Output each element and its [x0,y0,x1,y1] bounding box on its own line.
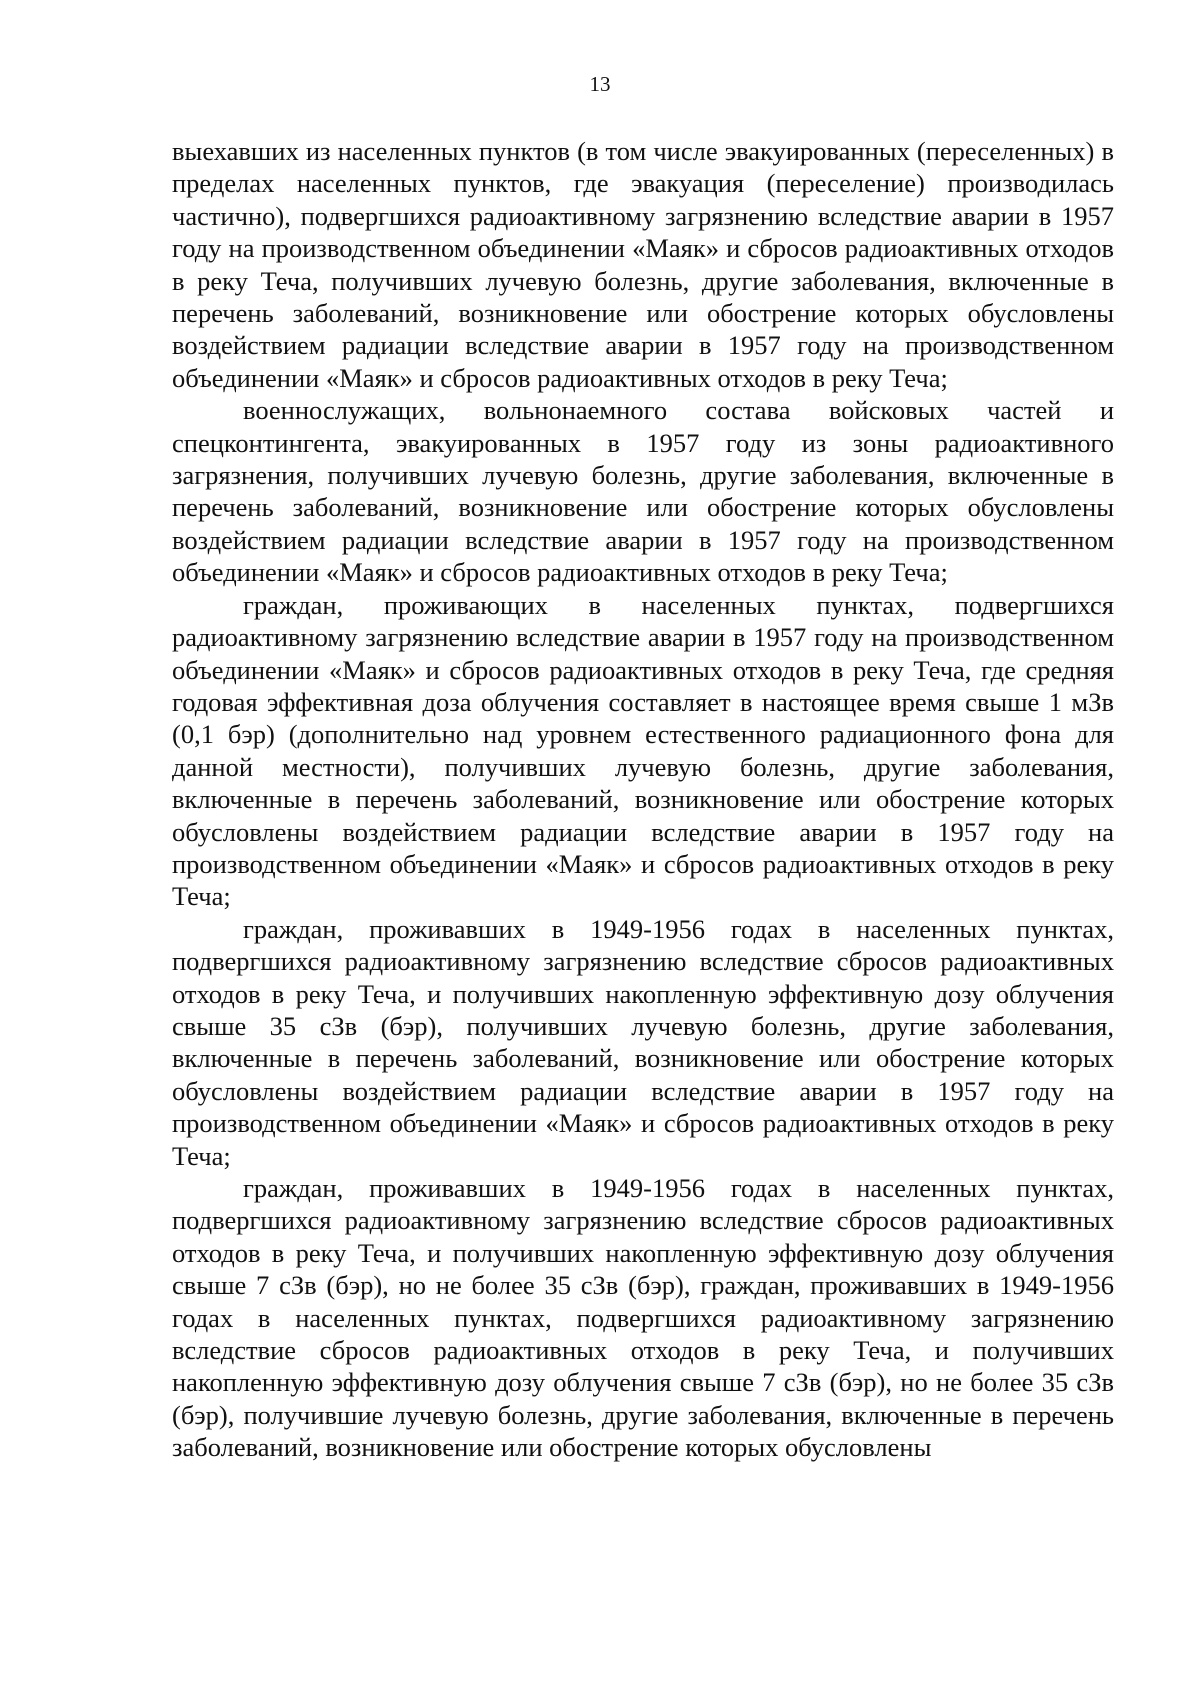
paragraph: выехавших из населенных пунктов (в том числе эвакуированных (переселенных) в пределах населенных пунктов, где эвакуация (переселение) производилась частично), подвергшихся радиоактивному загрязнению вследствие аварии в 1957 году на производственном объединении «Маяк» и сбросов радиоактивных отходов в реку Теча, получивших лучевую болезнь, другие заболевания, включенные в перечень заболеваний, возникновение или обострение которых обусловлены воздействием радиации вследствие аварии в 1957 году на производственном объединении «Маяк» и сбросов радиоактивных отходов в реку Теча; [172,136,1114,393]
page-number: 13 [589,72,611,96]
paragraph: граждан, проживающих в населенных пунктах, подвергшихся радиоактивному загрязнению вследствие аварии в 1957 году на производственном объединении «Маяк» и сбросов радиоактивных отходов в реку Теча, где средняя годовая эффективная доза облучения составляет в настоящее время свыше 1 мЗв (0,1 бэр) (дополнительно над уровнем естественного радиационного фона для данной местности), получивших лучевую болезнь, другие заболевания, включенные в перечень заболеваний, возникновение или обострение которых обусловлены воздействием радиации вследствие аварии в 1957 году на производственном объединении «Маяк» и сбросов радиоактивных отходов в реку Теча; [172,589,1114,912]
paragraph: военнослужащих, вольнонаемного состава войсковых частей и спецконтингента, эвакуированных в 1957 году из зоны радиоактивного загрязнения, получивших лучевую болезнь, другие заболевания, включенные в перечень заболеваний, возникновение или обострение которых обусловлены воздействием радиации вследствие аварии в 1957 году на производственном объединении «Маяк» и сбросов радиоактивных отходов в реку Теча; [172,395,1114,588]
document-body [172,135,1114,1464]
paragraph: граждан, проживавших в 1949-1956 годах в населенных пунктах, подвергшихся радиоактивному загрязнению вследствие сбросов радиоактивных отходов в реку Теча, и получивших накопленную эффективную дозу облучения свыше 7 сЗв (бэр), но не более 35 сЗв (бэр), граждан, проживавших в 1949-1956 годах в населенных пунктах, подвергшихся радиоактивному загрязнению вследствие сбросов радиоактивных отходов в реку Теча, и получивших накопленную эффективную дозу облучения свыше 7 сЗв (бэр), но не более 35 сЗв (бэр), получившие лучевую болезнь, другие заболевания, включенные в перечень заболеваний, возникновение или обострение которых обусловлены [172,1173,1114,1463]
paragraph: граждан, проживавших в 1949-1956 годах в населенных пунктах, подвергшихся радиоактивному загрязнению вследствие сбросов радиоактивных отходов в реку Теча, и получивших накопленную эффективную дозу облучения свыше 35 сЗв (бэр), получивших лучевую болезнь, другие заболевания, включенные в перечень заболеваний, возникновение или обострение которых обусловлены воздействием радиации вследствие аварии в 1957 году на производственном объединении «Маяк» и сбросов радиоактивных отходов в реку Теча; [172,913,1114,1171]
